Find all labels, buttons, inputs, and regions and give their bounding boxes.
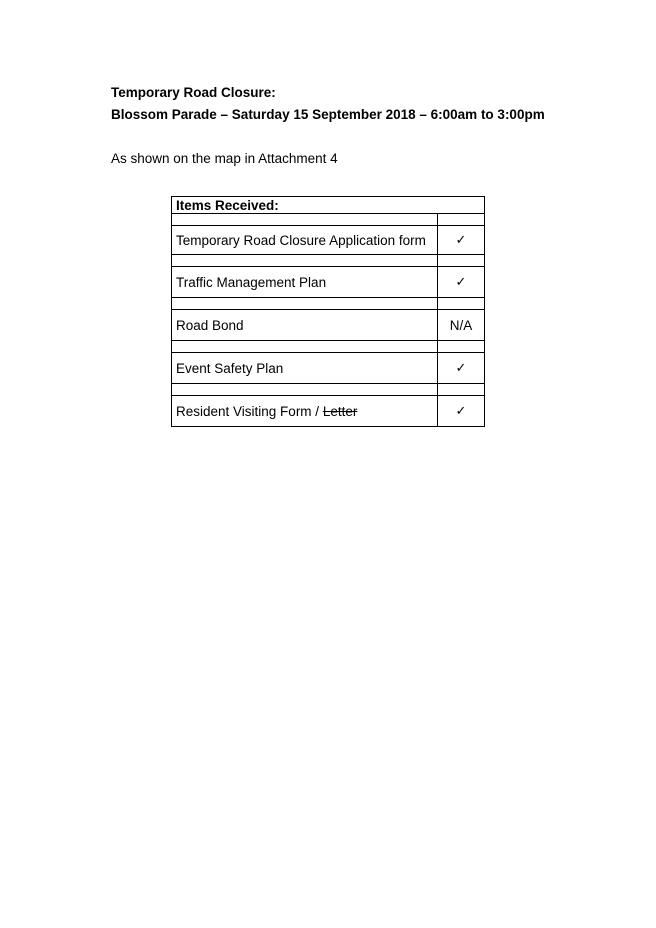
table-header-row bbox=[172, 197, 485, 214]
item-name-cell bbox=[172, 396, 438, 427]
table-row bbox=[172, 310, 485, 341]
item-name: Road Bond bbox=[172, 310, 438, 341]
check-mark-icon: ✓ bbox=[438, 396, 485, 427]
table-row bbox=[172, 353, 485, 384]
item-name: Resident Visiting Form / bbox=[176, 403, 323, 419]
item-name: Temporary Road Closure Application form bbox=[172, 226, 438, 255]
intro-text: As shown on the map in Attachment 4 bbox=[111, 151, 338, 166]
item-name: Event Safety Plan bbox=[172, 353, 438, 384]
table-row bbox=[172, 396, 485, 427]
spacer-row bbox=[172, 341, 485, 353]
spacer-row bbox=[172, 214, 485, 226]
item-name: Traffic Management Plan bbox=[172, 267, 438, 298]
table-row bbox=[172, 267, 485, 298]
spacer-row bbox=[172, 255, 485, 267]
table-header: Items Received: bbox=[172, 197, 485, 214]
status-value: N/A bbox=[438, 310, 485, 341]
check-mark-icon: ✓ bbox=[438, 267, 485, 298]
spacer-row bbox=[172, 384, 485, 396]
items-received-table bbox=[171, 196, 485, 427]
check-mark-icon: ✓ bbox=[438, 353, 485, 384]
struck-through-text: Letter bbox=[322, 403, 358, 419]
spacer-row bbox=[172, 298, 485, 310]
heading-title: Temporary Road Closure: bbox=[111, 85, 276, 100]
check-mark-icon: ✓ bbox=[438, 226, 485, 255]
heading-event-details: Blossom Parade – Saturday 15 September 2018 – 6:00am to 3:00pm bbox=[111, 107, 545, 122]
table-row bbox=[172, 226, 485, 255]
